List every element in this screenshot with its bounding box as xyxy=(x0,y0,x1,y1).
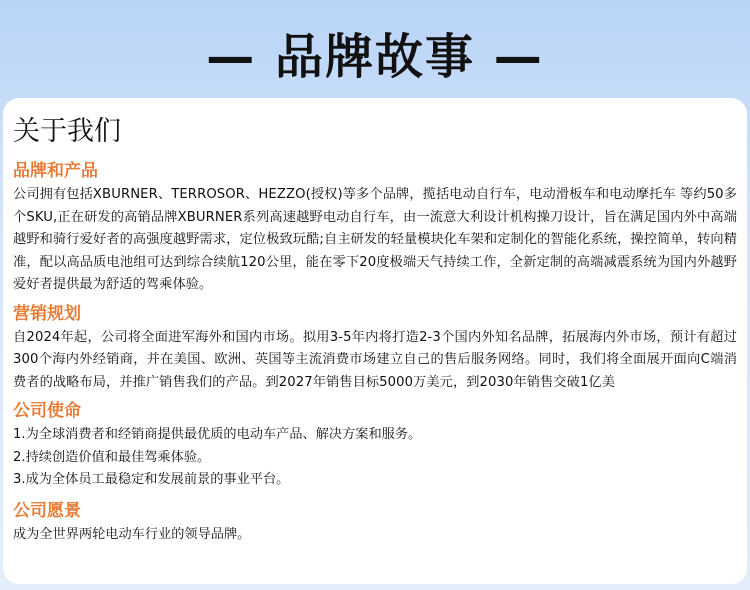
section-title-mission: 公司使命 xyxy=(13,401,81,421)
page-title: — 品牌故事 — xyxy=(206,29,544,85)
section-text-brand: 公司拥有包括XBURNER、TERROSOR、HEZZO(授权)等多个品牌，揽括电动自行车，电动滑板车和电动摩托车 等约50多个SKU,正在研发的高销品牌XBURNER系列高速越野电动自行车，由一流意大利设计机构操刀设计，旨在满足国内外中高端越野和骑行爱好者的高强度越野需求，定位极致玩酷;自主研发的轻量模块化车架和定制化的智能化系统，操控简单，转向精准，配以高品质电池组可达到综合续航120公里，能在零下20度极端天气持续工作，全新定制的高端减震系统为国内外越野爱好者提供最为舒适的驾乘体验。 xyxy=(13,187,737,292)
page-header xyxy=(0,22,750,92)
content-card xyxy=(3,98,747,584)
mission-item: 3.成为全体员工最稳定和发展前景的事业平台。 xyxy=(13,472,290,487)
section-text-vision: 成为全世界两轮电动车行业的领导品牌。 xyxy=(13,526,251,542)
section-text-marketing: 自2024年起，公司将全面进军海外和国内市场。拟用3-5年内将打造2-3个国内外知名品牌，拓展海内外市场，预计有超过300个海内外经销商，并在美国、欧洲、英国等主流消费市场建立自己的售后服务网络。同时，我们将全面展开面向C端消费者的战略布局，并推广销售我们的产品。到2027年销售目标5000万美元，到2030年销售交破1亿美 xyxy=(13,329,737,390)
section-title-brand: 品牌和产品 xyxy=(13,161,98,181)
section-title-vision: 公司愿景 xyxy=(13,500,81,521)
mission-item: 1.为全球消费者和经销商提供最优质的电动车产品、解决方案和服务。 xyxy=(13,427,422,442)
section-title-marketing: 营销规划 xyxy=(13,303,81,324)
mission-item: 2.持续创造价值和最佳驾乘体验。 xyxy=(13,449,211,465)
card-title: 关于我们 xyxy=(13,116,121,147)
